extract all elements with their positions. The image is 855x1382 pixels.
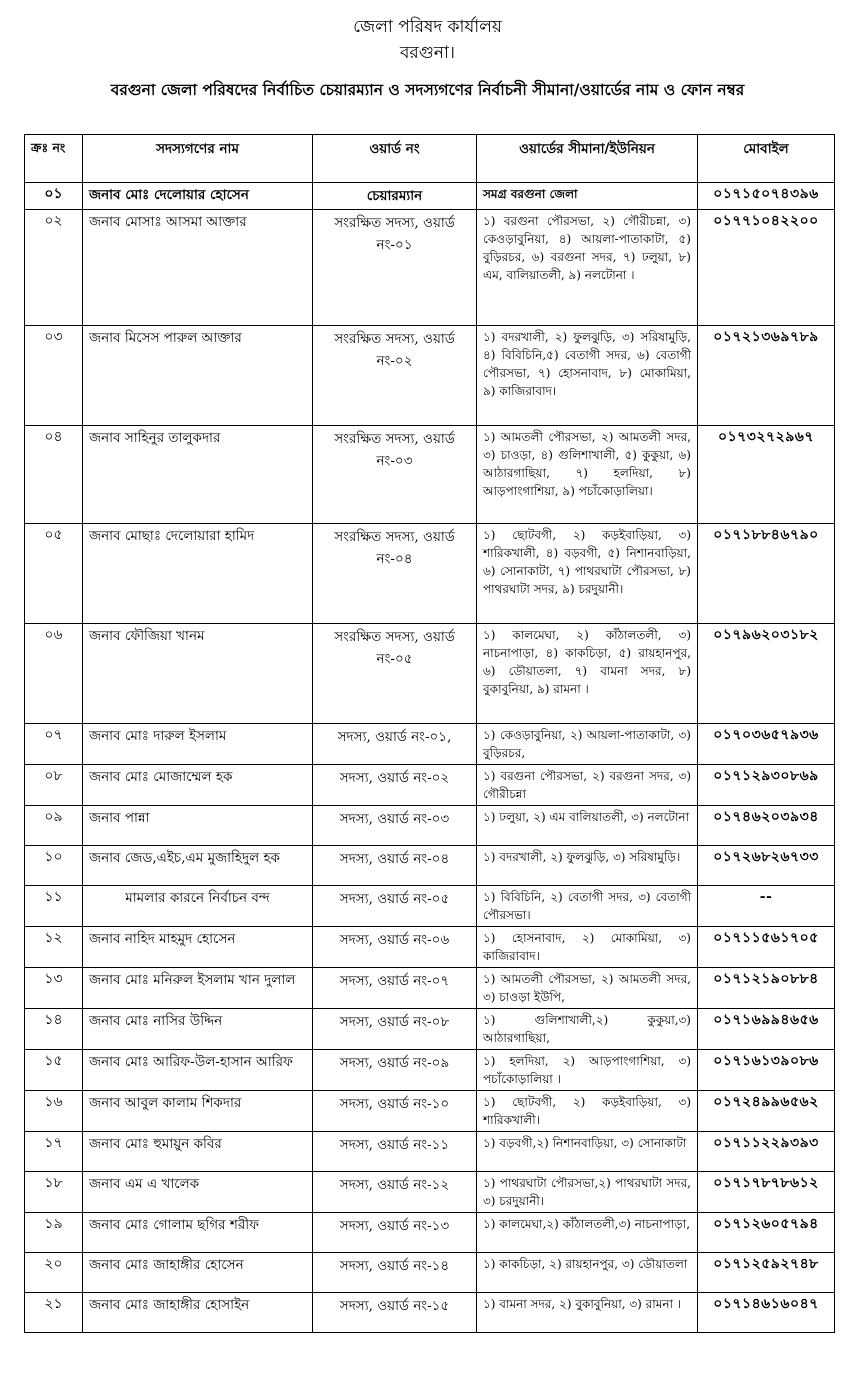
cell-member-name: জনাব পান্না (83, 806, 313, 846)
table-row (25, 1009, 835, 1050)
cell-ward: সদস্য, ওয়ার্ড নং-০৫ (313, 886, 477, 927)
district-name: বরগুনা। (399, 43, 456, 63)
table-row (25, 326, 835, 426)
cell-ward: সদস্য, ওয়ার্ড নং-১১ (313, 1132, 477, 1172)
cell-area: ১) কেওড়াবুনিয়া, ২) আয়লা-পাতাকাটা, ৩) বুড়িরচর, (477, 724, 698, 765)
column-header-ward: ওয়ার্ড নং (313, 135, 477, 183)
cell-area: ১) কালমেঘা,২) কাঁঠালতলী,৩) নাচনাপাড়া, (477, 1213, 698, 1253)
table-row (25, 183, 835, 210)
cell-serial: ০৭ (25, 724, 83, 765)
cell-mobile: ০১৭০৩৬৫৭৯৩৬ (698, 724, 835, 765)
cell-serial: ০৩ (25, 326, 83, 426)
cell-member-name: জনাব মোঃ মনিরুল ইসলাম খান দুলাল (83, 968, 313, 1009)
cell-mobile: ০১৭২৬৮২৬৭৩৩ (698, 846, 835, 886)
cell-serial: ০১ (25, 183, 83, 210)
table-row (25, 846, 835, 886)
cell-mobile: ০১৭৭১০৪২২০০ (698, 210, 835, 326)
cell-mobile: ০১৭১৫০৭৪৩৯৬ (698, 183, 835, 210)
cell-serial: ২০ (25, 1253, 83, 1293)
cell-area: ১) বদরখালী, ২) ফুলঝুড়ি, ৩) সরিষামুড়ি। (477, 846, 698, 886)
table-row (25, 1172, 835, 1213)
cell-serial: ১৬ (25, 1091, 83, 1132)
cell-area: ১) বিবিচিনি, ২) বেতাগী সদর, ৩) বেতাগী পৌরসভা। (477, 886, 698, 927)
table-row (25, 724, 835, 765)
table-row (25, 1253, 835, 1293)
cell-serial: ১৪ (25, 1009, 83, 1050)
cell-member-name: জনাব মোঃ নাসির উদ্দিন (83, 1009, 313, 1050)
cell-member-name: জনাব মোঃ মোজাম্মেল হক (83, 765, 313, 806)
table-row (25, 1293, 835, 1333)
office-name: জেলা পরিষদ কার্যালয় (353, 17, 502, 37)
cell-area: ১) বড়বগী,২) নিশানবাড়িয়া, ৩) সোনাকাটা (477, 1132, 698, 1172)
cell-area: ১) ছোটবগী, ২) কড়ইবাড়িয়া, ৩) শারিকখালী। (477, 1091, 698, 1132)
cell-serial: ০২ (25, 210, 83, 326)
cell-member-name: জনাব মোঃ জাহাঙ্গীর হোসেন (83, 1253, 313, 1293)
cell-member-name: জনাব মোসাঃ আসমা আক্তার (83, 210, 313, 326)
cell-area: ১) কালমেঘা, ২) কাঁঠালতলী, ৩) নাচনাপাড়া, ৪) কাকচিড়া, ৫) রায়হানপুর, ৬) ডৌয়াতলা, ৭) বামনা সদর, ৮) বুকাবুনিয়া, ৯) রামনা । (477, 624, 698, 724)
cell-ward: সদস্য, ওয়ার্ড নং-০৭ (313, 968, 477, 1009)
cell-mobile: ০১৭১২৫৯২৭৪৮ (698, 1253, 835, 1293)
cell-area: ১) বরগুনা পৌরসভা, ২) গৌরীচন্না, ৩) কেওড়াবুনিয়া, ৪) আয়লা-পাতাকাটা, ৫) বুড়িরচর, ৬) বরগুনা সদর, ৭) ঢলুয়া, ৮) এম, বালিয়াতলী, ৯) নলটোনা । (477, 210, 698, 326)
cell-mobile: ০১৭২৪৯৯৬৫৬২ (698, 1091, 835, 1132)
cell-member-name: জনাব মোঃ আরিফ-উল-হাসান আরিফ (83, 1050, 313, 1091)
cell-area: ১) হোসনাবাদ, ২) মোকামিয়া, ৩) কাজিরাবাদ। (477, 927, 698, 968)
cell-ward: সদস্য, ওয়ার্ড নং-০১, (313, 724, 477, 765)
cell-member-name: জনাব মোঃ দেলোয়ার হোসেন (83, 183, 313, 210)
cell-serial: ২১ (25, 1293, 83, 1333)
cell-member-name: জনাব আবুল কালাম শিকদার (83, 1091, 313, 1132)
cell-mobile: ০১৭১৬১৩৯০৮৬ (698, 1050, 835, 1091)
cell-mobile: ০১৭৯৬২০৩১৮২ (698, 624, 835, 724)
cell-area: সমগ্র বরগুনা জেলা (477, 183, 698, 210)
cell-area: ১) বামনা সদর, ২) বুকাবুনিয়া, ৩) রামনা । (477, 1293, 698, 1333)
cell-area: ১) ঢলুয়া, ২) এম বালিয়াতলী, ৩) নলটোনা (477, 806, 698, 846)
cell-mobile: ০১৭১৭৮৭৮৬১২ (698, 1172, 835, 1213)
cell-area: ১) ছোটবগী, ২) কড়ইবাড়িয়া, ৩) শারিকখালী, ৪) বড়বগী, ৫) নিশানবাড়িয়া, ৬) সোনাকাটা, ৭) পাথরঘাটা পৌরসভা, ৮) পাথরঘাটা সদর, ৯) চরদুয়ানী। (477, 524, 698, 624)
cell-area: ১) হলদিয়া, ২) আড়পাংগাশিয়া, ৩) পচাঁকোড়ালিয়া । (477, 1050, 698, 1091)
cell-ward: চেয়ারম্যান (313, 183, 477, 210)
column-header-name: সদস্যগণের নাম (83, 135, 313, 183)
cell-area: ১) আমতলী পৌরসভা, ২) আমতলী সদর, ৩) চাওড়া ইউপি, (477, 968, 698, 1009)
document-title: বরগুনা জেলা পরিষদের নির্বাচিত চেয়ারম্যান ও সদস্যগণের নির্বাচনী সীমানা/ওয়ার্ডের নাম ও ফোন নম্বর (110, 80, 745, 99)
cell-member-name: জনাব মিসেস পারুল আক্তার (83, 326, 313, 426)
cell-ward: সদস্য, ওয়ার্ড নং-১২ (313, 1172, 477, 1213)
cell-ward: সদস্য, ওয়ার্ড নং-১৫ (313, 1293, 477, 1333)
cell-area: ১) আমতলী পৌরসভা, ২) আমতলী সদর, ৩) চাওড়া, ৪) গুলিশাখালী, ৫) কুকুয়া, ৬) আঠারগাছিয়া, ৭) হলদিয়া, ৮) আড়পাংগাশিয়া, ৯) পচাঁকোড়ালিয়া। (477, 426, 698, 524)
table-row (25, 927, 835, 968)
cell-area: ১) কাকচিড়া, ২) রায়হানপুর, ৩) ডৌয়াতলা (477, 1253, 698, 1293)
cell-mobile: ০১৭১১৫৬১৭০৫ (698, 927, 835, 968)
cell-serial: ১০ (25, 846, 83, 886)
table-row (25, 968, 835, 1009)
cell-member-name: জনাব ফৌজিয়া খানম (83, 624, 313, 724)
cell-ward: সদস্য, ওয়ার্ড নং-০২ (313, 765, 477, 806)
cell-member-name: জনাব জেড,এইচ,এম মুজাহিদুল হক (83, 846, 313, 886)
cell-area: ১) গুলিশাখালী,২) কুকুয়া,৩) আঠারগাছিয়া, (477, 1009, 698, 1050)
table-row (25, 1132, 835, 1172)
cell-area: ১) পাথরঘাটা পৌরসভা,২) পাথরঘাটা সদর, ৩) চরদুয়ানী। (477, 1172, 698, 1213)
table-row (25, 1091, 835, 1132)
cell-mobile: ০১৭১২৯৩০৮৬৯ (698, 765, 835, 806)
document-header (0, 14, 855, 102)
cell-member-name: জনাব সাহিনুর তালুকদার (83, 426, 313, 524)
cell-member-name: জনাব মোঃ গোলাম ছগির শরীফ (83, 1213, 313, 1253)
table-header-row (25, 135, 835, 183)
cell-mobile: ০১৭৩২৭২৯৬৭ (698, 426, 835, 524)
cell-member-name: জনাব এম এ খালেক (83, 1172, 313, 1213)
cell-member-name: জনাব মোঃ দারুল ইসলাম (83, 724, 313, 765)
cell-serial: ১৮ (25, 1172, 83, 1213)
cell-serial: ০৯ (25, 806, 83, 846)
cell-ward: সদস্য, ওয়ার্ড নং-০৪ (313, 846, 477, 886)
cell-serial: ১১ (25, 886, 83, 927)
cell-ward: সংরক্ষিত সদস্য, ওয়ার্ড নং-০২ (313, 326, 477, 426)
cell-ward: সদস্য, ওয়ার্ড নং-১৪ (313, 1253, 477, 1293)
cell-mobile: ০১৭১৮৮৪৬৭৯০ (698, 524, 835, 624)
cell-ward: সদস্য, ওয়ার্ড নং-০৯ (313, 1050, 477, 1091)
cell-serial: ১২ (25, 927, 83, 968)
cell-ward: সদস্য, ওয়ার্ড নং-০৩ (313, 806, 477, 846)
cell-serial: ১৫ (25, 1050, 83, 1091)
cell-mobile: ০১৭১৬৯৯৪৬৫৬ (698, 1009, 835, 1050)
member-table (24, 134, 835, 1333)
cell-mobile: ০১৭২১৩৬৯৭৮৯ (698, 326, 835, 426)
cell-ward: সংরক্ষিত সদস্য, ওয়ার্ড নং-০১ (313, 210, 477, 326)
table-row (25, 210, 835, 326)
table-row (25, 524, 835, 624)
cell-serial: ১৭ (25, 1132, 83, 1172)
cell-mobile: ০১৭১২৬০৫৭৯৪ (698, 1213, 835, 1253)
column-header-mobile: মোবাইল (698, 135, 835, 183)
cell-ward: সদস্য, ওয়ার্ড নং-০৮ (313, 1009, 477, 1050)
column-header-serial: ক্রঃ নং (25, 135, 83, 183)
cell-ward: সদস্য, ওয়ার্ড নং-০৬ (313, 927, 477, 968)
cell-mobile: ০১৭১২১৯০৮৮৪ (698, 968, 835, 1009)
cell-serial: ১৯ (25, 1213, 83, 1253)
cell-serial: ০৫ (25, 524, 83, 624)
cell-serial: ০৬ (25, 624, 83, 724)
cell-mobile: ০১৭১৪৬১৬০৪৭ (698, 1293, 835, 1333)
cell-ward: সদস্য, ওয়ার্ড নং-১৩ (313, 1213, 477, 1253)
cell-serial: ১৩ (25, 968, 83, 1009)
cell-member-name: মামলার কারনে নির্বাচন বন্দ (83, 886, 313, 927)
cell-member-name: জনাব মোঃ হুমায়ুন কবির (83, 1132, 313, 1172)
cell-mobile: ০১৭৪৬২০৩৯৩৪ (698, 806, 835, 846)
table-row (25, 624, 835, 724)
cell-area: ১) বদরখালী, ২) ফুলঝুড়ি, ৩) সরিষামুড়ি, ৪) বিবিচিনি,৫) বেতাগী সদর, ৬) বেতাগী পৌরসভা, ৭) হোসনাবাদ, ৮) মোকামিয়া, ৯) কাজিরাবাদ। (477, 326, 698, 426)
cell-ward: সদস্য, ওয়ার্ড নং-১০ (313, 1091, 477, 1132)
cell-ward: সংরক্ষিত সদস্য, ওয়ার্ড নং-০৫ (313, 624, 477, 724)
cell-member-name: জনাব মোঃ জাহাঙ্গীর হোসাইন (83, 1293, 313, 1333)
column-header-area: ওয়ার্ডের সীমানা/ইউনিয়ন (477, 135, 698, 183)
cell-mobile: -- (698, 886, 835, 927)
cell-mobile: ০১৭১১২২৯৩৯৩ (698, 1132, 835, 1172)
table-row (25, 806, 835, 846)
table-row (25, 1050, 835, 1091)
cell-member-name: জনাব মোছাঃ দেলোয়ারা হামিদ (83, 524, 313, 624)
cell-serial: ০৮ (25, 765, 83, 806)
cell-serial: ০৪ (25, 426, 83, 524)
table-row (25, 1213, 835, 1253)
table-row (25, 426, 835, 524)
cell-ward: সংরক্ষিত সদস্য, ওয়ার্ড নং-০৩ (313, 426, 477, 524)
cell-area: ১) বরগুনা পৌরসভা, ২) বরগুনা সদর, ৩) গৌরীচন্না (477, 765, 698, 806)
table-row (25, 886, 835, 927)
table-row (25, 765, 835, 806)
cell-ward: সংরক্ষিত সদস্য, ওয়ার্ড নং-০৪ (313, 524, 477, 624)
cell-member-name: জনাব নাহিদ মাহমুদ হোসেন (83, 927, 313, 968)
